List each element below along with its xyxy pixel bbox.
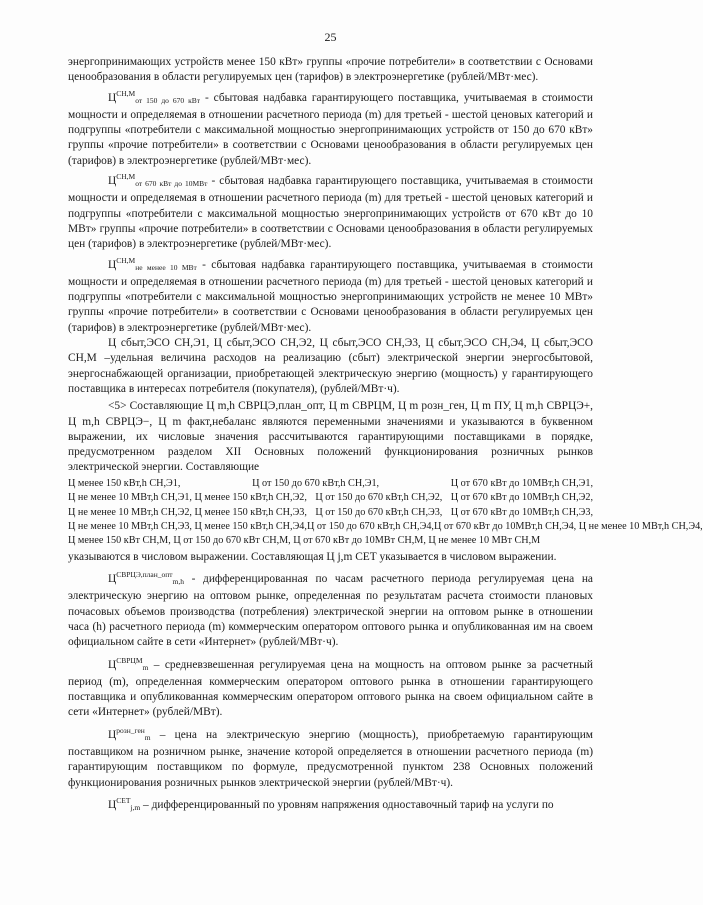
symbol-superscript: СН,М <box>116 172 136 182</box>
symbol-subscript: j,m <box>130 802 141 812</box>
symbol-subscript: m <box>142 662 149 672</box>
grid-cell: Ц не менее 10 МВт,h СН,Э2, Ц менее 150 кВт,h СН,Э3, <box>68 506 307 518</box>
definition-text: – дифференцированный по уровням напряжения одноставочный тариф на услуги по <box>140 798 554 811</box>
symbol-superscript: СН,М <box>116 255 136 265</box>
grid-row <box>68 506 593 520</box>
grid-row <box>68 477 593 491</box>
grid-cell: Ц от 150 до 670 кВт,h СН,Э1, <box>252 477 380 489</box>
grid-cell: Ц менее 150 кВт СН,М, Ц от 150 до 670 кВт СН,М, Ц от 670 кВт до 10МВт СН,М, Ц не менее 10 МВт СН,М <box>68 535 541 547</box>
paragraph-numeric-note: указываются в числовом выражении. Составляющая Ц j,m СЕТ указывается в числовом выражении. <box>68 550 557 563</box>
symbol-subscript: m,h <box>172 577 185 587</box>
symbol-superscript: СН,М <box>116 88 136 98</box>
symbol-subscript: m <box>144 732 151 742</box>
grid-cell: Ц от 150 до 670 кВт,h СН,Э3, <box>315 506 443 518</box>
definition-text: - дифференцированная по часам расчетного периода регулируемая цена на электрическую энергию на оптовом рынке, определенная по результатам расчета стоимости плановых почасовых объемов производства (потребления) электрической энергии на оптовом рынке в отношении часа (h) расчетного периода (m) коммерческим оператором оптового рынка и опубликованная им на своем официальном сайте в сети «Интернет» (рублей/МВт·ч). <box>68 573 593 649</box>
grid-cell: Ц менее 150 кВт,h СН,Э1, <box>68 477 181 489</box>
sales-cost-formula: Ц сбыт,ЭСО СН,Э1, Ц сбыт,ЭСО СН,Э2, Ц сбыт,ЭСО СН,Э3, Ц сбыт,ЭСО СН,Э4, Ц сбыт,ЭСО СН,М <box>68 337 593 365</box>
paragraph-surcharge-670-10mw <box>68 169 593 252</box>
price-symbol: Ц <box>108 258 117 271</box>
paragraph-sales-costs <box>68 336 593 397</box>
definition-text: –удельная величина расходов на реализацию (сбыт) электрической энергии энергосбытовой, энергоснабжающей организации, приобретающей электрическую энергию (мощность) у гарантирующего поставщика в интересах потребителя (покупателя), (рублей/МВт·ч). <box>68 352 593 395</box>
grid-cell: Ц не менее 10 МВт,h СН,Э1, Ц менее 150 кВт,h СН,Э2, <box>68 492 307 504</box>
price-symbol: Ц <box>108 175 117 188</box>
paragraph-intro: энергопринимающих устройств менее 150 кВт» группы «прочие потребители» в соответствии с Основами ценообразования в области регулируемых цен (тарифов) в электроэнергетике (рублей/МВт·мес). <box>68 56 593 84</box>
price-symbol: Ц <box>108 728 117 741</box>
price-symbol: Ц <box>108 798 117 811</box>
paragraph-grid-tariff <box>68 793 593 815</box>
symbol-superscript: СВРЦЭ,план_опт <box>116 570 173 580</box>
symbol-subscript: не менее 10 МВт <box>135 262 197 272</box>
price-symbol: Ц <box>108 91 117 104</box>
paragraph-wholesale-energy-price <box>68 567 593 650</box>
grid-cell: Ц не менее 10 МВт,h СН,Э3, Ц менее 150 кВт,h СН,Э4, <box>68 520 307 532</box>
grid-cell: Ц от 670 кВт до 10МВт,h СН,Э4, Ц не менее 10 МВт,h СН,Э4, <box>433 520 703 532</box>
paragraph-surcharge-150-670 <box>68 86 593 169</box>
symbol-subscript: от 150 до 670 кВт <box>135 95 200 105</box>
definition-text: - сбытовая надбавка гарантирующего поставщика, учитываемая в стоимости мощности и определяемая в отношении расчетного периода (m) для третьей - шестой ценовых категорий и подгруппы «потребители с максимальной мощностью энергопринимающих устройств не менее 10 МВт» группы «прочие потребители» в соответствии с Основами ценообразования в области регулируемых цен (тарифов) в электроэнергетике (рублей/МВт·мес). <box>68 258 593 334</box>
price-symbol: Ц <box>108 573 117 586</box>
page-number: 25 <box>324 30 337 44</box>
grid-row <box>68 491 593 505</box>
paragraph-surcharge-10mw <box>68 253 593 336</box>
grid-cell: Ц от 150 до 670 кВт,h СН,Э4, <box>306 520 434 532</box>
symbol-superscript: СЕТ <box>116 795 131 805</box>
grid-cell: Ц от 670 кВт до 10МВт,h СН,Э1, <box>450 477 593 489</box>
grid-row <box>68 534 593 548</box>
grid-cell: Ц от 150 до 670 кВт,h СН,Э2, <box>315 492 443 504</box>
grid-row <box>68 520 703 534</box>
definition-text: – средневзвешенная регулируемая цена на мощность на оптовом рынке за расчетный период (m), определенная коммерческим оператором оптового рынка в отношении гарантирующего поставщика и опубликованная коммерческим оператором оптового рынка на своем официальном сайте в сети «Интернет» (рублей/МВт). <box>68 658 593 719</box>
definition-text: - сбытовая надбавка гарантирующего поставщика, учитываемая в стоимости мощности и определяемая в отношении расчетного периода (m) для третьей - шестой ценовых категорий и подгруппы «потребители с максимальной мощностью энергопринимающих устройств от 150 до 670 кВт» группы «прочие потребители» в соответствии с Основами ценообразования в области регулируемых цен (тарифов) в электроэнергетике (рублей/МВт·мес). <box>68 91 594 167</box>
components-grid <box>68 477 703 549</box>
grid-cell: Ц от 670 кВт до 10МВт,h СН,Э2, <box>450 492 593 504</box>
symbol-superscript: розн_ген <box>116 725 145 735</box>
grid-cell: Ц от 670 кВт до 10МВт,h СН,Э3, <box>450 506 593 518</box>
paragraph-wholesale-capacity-price <box>68 653 593 721</box>
symbol-subscript: от 670 кВт до 10МВт <box>135 179 208 189</box>
definition-text: - сбытовая надбавка гарантирующего поставщика, учитываемая в стоимости мощности и определяемая в отношении расчетного периода (m) для третьей - шестой ценовых категорий и подгруппы «потребители с максимальной мощностью энергопринимающих устройств от 670 кВт до 10 МВт» группы «прочие потребители» в соответствии с Основами ценообразования в области регулируемых цен (тарифов) в электроэнергетике (рублей/МВт·мес). <box>68 175 594 251</box>
note-start: <5> Составляющие <box>108 400 207 413</box>
paragraph-note-5 <box>68 399 593 475</box>
symbol-superscript: СВРЦМ <box>116 655 143 665</box>
paragraph-retail-generation-price <box>68 723 593 791</box>
note-text: являются переменными значениями и указываются в буквенном выражении, их числовые значения рассчитываются гарантирующими поставщиками в порядке, предусмотренном разделом XII Основных положений функционирования розничных рынков электрической энергии. Составляющие <box>68 415 593 474</box>
definition-text: – цена на электрическую энергию (мощность), приобретаемую гарантирующим поставщиком на розничном рынке, значение которой определяется в отношении расчетного периода (m) гарантирующим поставщиком по формуле, предусмотренной пунктом 238 Основных положений функционирования розничных рынков электрической энергии (рублей/МВт·ч). <box>68 728 593 789</box>
variable-components-formula: Ц m,h СВРЦЭ,план_опт, Ц m СВРЦМ, Ц m розн_ген, Ц m ПУ, Ц m,h СВРЦЭ+, Ц m,h СВРЦЭ−, Ц m факт,небаланс <box>68 400 593 428</box>
price-symbol: Ц <box>108 658 117 671</box>
